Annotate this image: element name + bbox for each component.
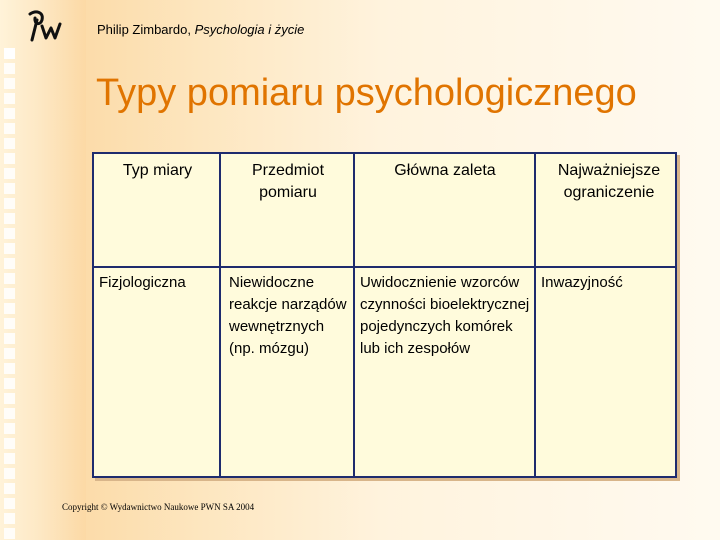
row-type: Fizjologiczna [99, 274, 186, 291]
decorative-square [4, 423, 15, 434]
decorative-square [4, 333, 15, 344]
header-type: Typ miary [122, 162, 193, 179]
header-limitation: Najważniejsze ograniczenie [557, 162, 661, 201]
decorative-square [4, 258, 15, 269]
decorative-square [4, 498, 15, 509]
decorative-square [4, 408, 15, 419]
decorative-square [4, 183, 15, 194]
decorative-square [4, 363, 15, 374]
column-divider [353, 154, 355, 476]
decorative-square [4, 213, 15, 224]
decorative-square [4, 378, 15, 389]
decorative-square [4, 198, 15, 209]
decorative-square [4, 303, 15, 314]
decorative-square [4, 243, 15, 254]
decorative-square [4, 393, 15, 404]
decorative-square [4, 348, 15, 359]
header-divider [94, 266, 675, 268]
decorative-square [4, 483, 15, 494]
row-advantage: Uwidocznienie wzorców czynności bioelektrycznej pojedynczych komórek lub ich zespołów [360, 274, 530, 357]
book-title: Psychologia i życie [194, 22, 305, 37]
pwn-logo-icon [26, 8, 66, 46]
copyright-footer: Copyright © Wydawnictwo Naukowe PWN SA 2004 [62, 502, 255, 512]
row-subject: Niewidoczne reakcje narządów wewnętrznych (np. mózgu) [229, 274, 347, 357]
decorative-square [4, 318, 15, 329]
decorative-square-column [4, 48, 20, 538]
column-divider [534, 154, 536, 476]
decorative-square [4, 528, 15, 539]
decorative-square [4, 228, 15, 239]
slide-title: Typy pomiaru psychologicznego [96, 72, 637, 114]
decorative-square [4, 453, 15, 464]
decorative-square [4, 153, 15, 164]
decorative-square [4, 48, 15, 59]
header-advantage: Główna zaleta [394, 162, 496, 179]
decorative-square [4, 438, 15, 449]
decorative-square [4, 78, 15, 89]
column-divider [219, 154, 221, 476]
measurement-types-table [92, 152, 677, 478]
row-limitation: Inwazyjność [541, 274, 623, 291]
decorative-square [4, 93, 15, 104]
book-reference [97, 22, 304, 37]
decorative-square [4, 108, 15, 119]
header-subject: Przedmiot pomiaru [251, 162, 325, 201]
author-name: Philip Zimbardo, [97, 22, 191, 37]
decorative-square [4, 468, 15, 479]
decorative-square [4, 138, 15, 149]
decorative-square [4, 123, 15, 134]
decorative-square [4, 63, 15, 74]
decorative-square [4, 168, 15, 179]
decorative-square [4, 288, 15, 299]
decorative-square [4, 273, 15, 284]
decorative-square [4, 513, 15, 524]
